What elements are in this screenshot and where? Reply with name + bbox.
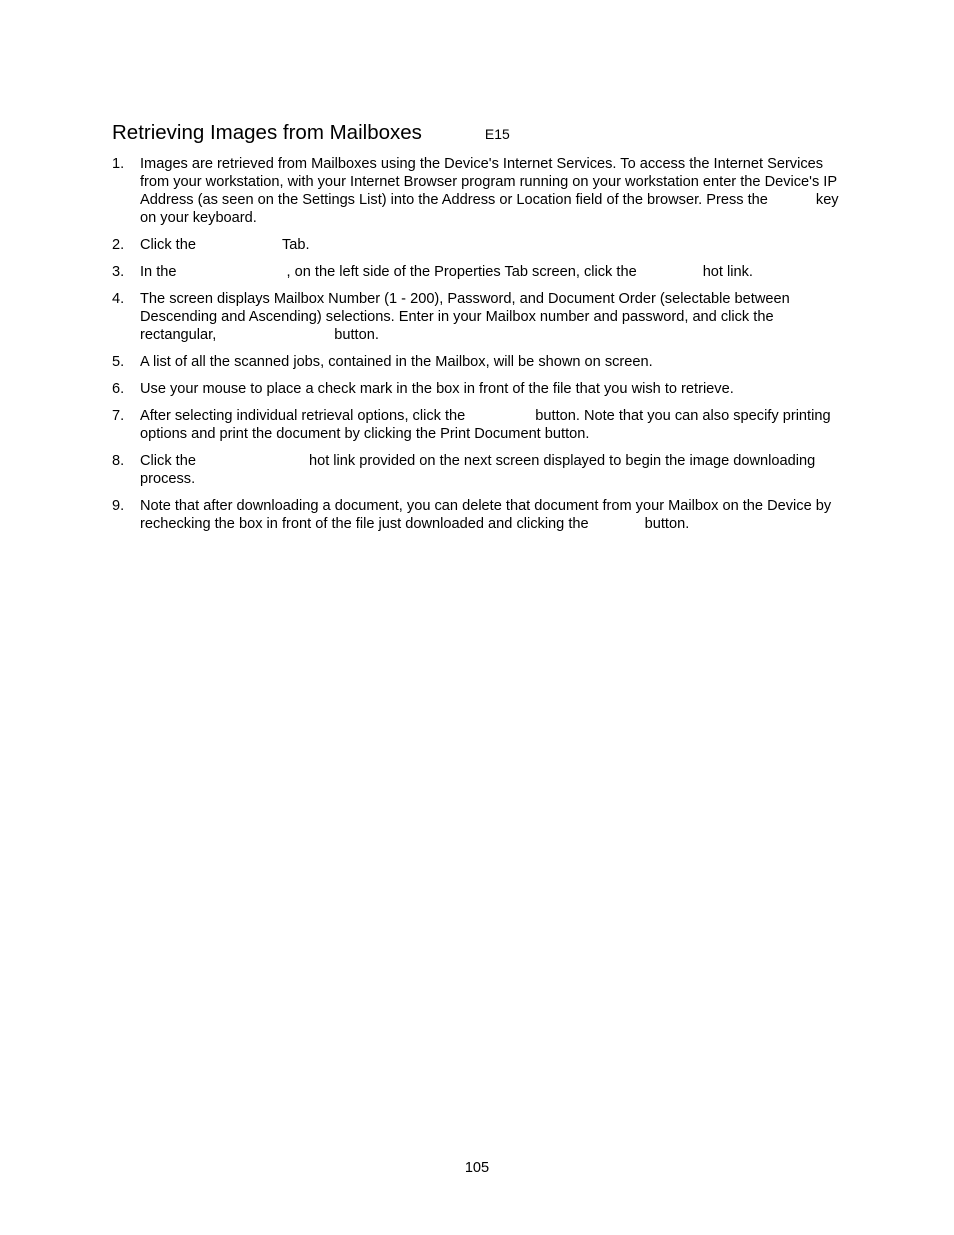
- list-item: [112, 263, 847, 281]
- step-text-part: button.: [644, 516, 690, 532]
- step-text: [140, 290, 847, 344]
- step-text-part: Tab.: [281, 237, 310, 253]
- step-number: 6.: [112, 381, 125, 397]
- step-text-part: A list of all the scanned jobs, contained in the Mailbox, will be shown on screen.: [140, 354, 653, 370]
- step-text: [140, 407, 847, 443]
- step-text-part: Note that after downloading a document, you can delete that document from your Mailbox on the Device by rechecking the box in front of the file just downloaded and clicking the: [140, 498, 832, 532]
- step-text-part: button. Note that you can also specify printing options and print the document by clicking the Print Document button.: [140, 408, 831, 442]
- step-text-part: Click the: [140, 237, 196, 253]
- list-item: [112, 380, 847, 398]
- step-number: 8.: [112, 453, 125, 469]
- section-title: Retrieving Images from Mailboxes: [112, 121, 422, 144]
- step-text-part: Click the: [140, 453, 196, 469]
- step-text-part: hot link.: [702, 264, 753, 280]
- step-number: 3.: [112, 264, 125, 280]
- step-text: [140, 380, 847, 398]
- step-text: [140, 497, 847, 533]
- step-number: 2.: [112, 237, 125, 253]
- step-number: 4.: [112, 291, 125, 307]
- step-text-part: hot link provided on the next screen displayed to begin the image downloading process.: [140, 453, 816, 487]
- list-item: [112, 155, 847, 227]
- list-item: [112, 290, 847, 344]
- step-text-part: In the: [140, 264, 177, 280]
- list-item: [112, 353, 847, 371]
- list-item: [112, 407, 847, 443]
- step-number: 7.: [112, 408, 125, 424]
- list-item: [112, 452, 847, 488]
- step-text: [140, 353, 847, 371]
- step-text-part: The screen displays Mailbox Number (1 - 200), Password, and Document Order (selectable between Descending and Ascending) selections. Enter in your Mailbox number and password, and click the rectangular,: [140, 291, 790, 343]
- list-item: [112, 497, 847, 533]
- page-number: 105: [464, 1160, 490, 1176]
- section-heading: [112, 120, 510, 146]
- step-text: [140, 236, 847, 254]
- step-text-part: key on your keyboard.: [140, 192, 839, 226]
- step-text-part: Use your mouse to place a check mark in the box in front of the file that you wish to retrieve.: [140, 381, 734, 397]
- instruction-list: [112, 155, 847, 542]
- step-number: 5.: [112, 354, 125, 370]
- step-text: [140, 263, 847, 281]
- step-text-part: After selecting individual retrieval options, click the: [140, 408, 466, 424]
- section-code: E15: [484, 126, 510, 142]
- step-text-part: Images are retrieved from Mailboxes using the Device's Internet Services. To access the Internet Services from your workstation, with your Internet Browser program running on your workstation enter the Device's IP Address (as seen on the Settings List) into the Address or Location field of the browser. Press the: [140, 156, 837, 208]
- list-item: [112, 236, 847, 254]
- step-text: [140, 452, 847, 488]
- step-text-part: button.: [334, 327, 379, 343]
- step-text: [140, 155, 847, 227]
- step-number: 1.: [112, 156, 125, 172]
- step-number: 9.: [112, 498, 125, 514]
- step-text-part: , on the left side of the Properties Tab screen, click the: [286, 264, 637, 280]
